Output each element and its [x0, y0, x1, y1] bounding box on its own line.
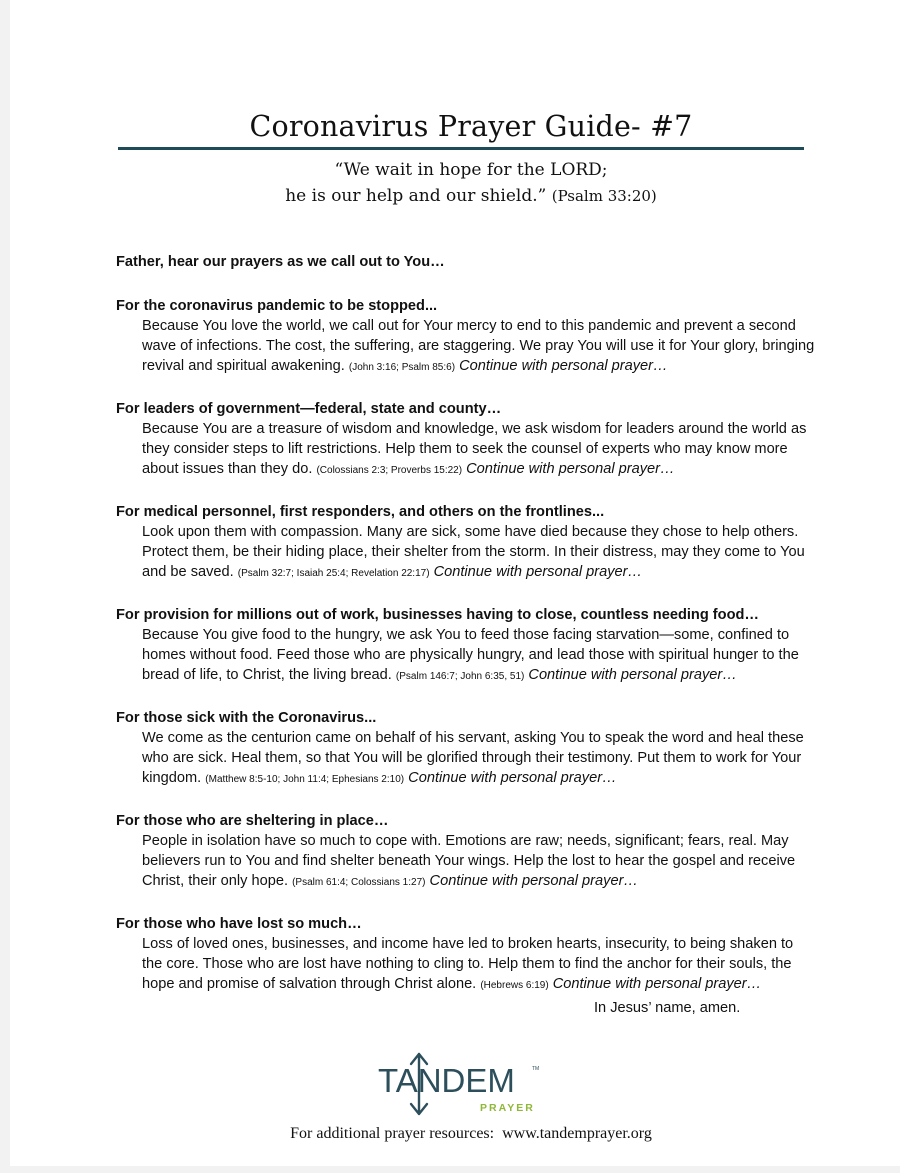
double-arrow-icon — [406, 1052, 432, 1118]
prayer-section — [116, 914, 816, 996]
section-body — [116, 419, 816, 481]
title-underline — [118, 147, 804, 150]
section-heading: For leaders of government—federal, state and county… — [116, 401, 502, 417]
section-text: Because You are a treasure of wisdom and knowledge, we ask wisdom for leaders around the world as they consider steps to lift restrictions. Help them to seek the counsel of experts who may know more about issues than they do. — [142, 421, 807, 477]
section-heading: For provision for millions out of work, businesses having to close, countless needing food… — [116, 607, 760, 623]
section-text: Look upon them with compassion. Many are sick, some have died because they chose to help others. Protect them, be their hiding place, their shelter from the storm. In their distress, may they come to You and be saved. — [142, 524, 805, 580]
verse-reference: (Psalm 33:20) — [551, 187, 657, 205]
prayer-section — [116, 399, 816, 481]
section-heading: For the coronavirus pandemic to be stopped... — [116, 298, 438, 314]
section-heading: For those sick with the Coronavirus... — [116, 710, 377, 726]
verse-line-2-text: he is our help and our shield.” — [285, 186, 547, 206]
continue-prompt: Continue with personal prayer… — [466, 461, 675, 477]
prayer-section — [116, 502, 816, 584]
section-heading: For medical personnel, first responders, and others on the frontlines... — [116, 504, 605, 520]
section-heading: For those who are sheltering in place… — [116, 813, 389, 829]
document-page — [10, 0, 900, 1166]
scripture-citation: (Hebrews 6:19) — [480, 980, 549, 991]
scripture-citation: (Psalm 61:4; Colossians 1:27) — [292, 877, 426, 888]
section-body — [116, 831, 816, 893]
prayer-content — [116, 252, 816, 1017]
scripture-citation: (Psalm 146:7; John 6:35, 51) — [395, 671, 525, 682]
scripture-citation: (Colossians 2:3; Proverbs 15:22) — [316, 465, 463, 476]
section-body — [116, 728, 816, 790]
section-body — [116, 934, 816, 996]
closing-amen: In Jesus’ name, amen. — [594, 1000, 741, 1016]
tandem-prayer-logo — [378, 1052, 548, 1118]
continue-prompt: Continue with personal prayer… — [433, 564, 643, 580]
prayer-section — [116, 811, 816, 893]
footer-label: For additional prayer resources: — [290, 1125, 495, 1142]
prayer-section — [116, 605, 816, 687]
continue-prompt: Continue with personal prayer… — [552, 976, 762, 992]
logo-subtitle: PRAYER — [480, 1102, 535, 1114]
section-text: People in isolation have so much to cope with. Emotions are raw; needs, significant; fears, real. May believers run to You and find shelter beneath Your wings. Help the lost to hear the gospel and receive Christ, their only hope. — [142, 833, 796, 889]
prayer-section — [116, 708, 816, 790]
continue-prompt: Continue with personal prayer… — [528, 667, 737, 683]
section-text: Loss of loved ones, businesses, and income have led to broken hearts, insecurity, to being shaken to the core. Those who are lost have nothing to cling to. Help them to find the anchor for their souls, the hope and promise of salvation through Christ alone. — [142, 936, 794, 992]
continue-prompt: Continue with personal prayer… — [408, 770, 617, 786]
section-text: Because You love the world, we call out for Your mercy to end to this pandemic and prevent a second wave of infections. The cost, the suffering, are staggering. We pray You will use it for Your glory, bringing revival and spiritual awakening. — [142, 318, 815, 374]
scripture-citation: (Matthew 8:5-10; John 11:4; Ephesians 2:10) — [205, 774, 405, 785]
logo-wordmark: TANDEM — [378, 1062, 515, 1099]
scripture-citation: (Psalm 32:7; Isaiah 25:4; Revelation 22:17) — [237, 568, 430, 579]
section-heading: For those who have lost so much… — [116, 916, 362, 932]
section-text: We come as the centurion came on behalf of his servant, asking You to speak the word and heal these who are sick. Heal them, so that You will be glorified through their testimony. Put them to work for Your kingdom. — [142, 730, 804, 786]
scripture-verse — [10, 157, 900, 209]
section-text: Because You give food to the hungry, we ask You to feed those facing starvation—some, confined to homes without food. Feed those who are physically hungry, and lead those with spiritual hunger to the bread of life, to Christ, the living bread. — [142, 627, 799, 683]
page-title: Coronavirus Prayer Guide- #7 — [249, 110, 693, 143]
scripture-citation: (John 3:16; Psalm 85:6) — [348, 362, 456, 373]
continue-prompt: Continue with personal prayer… — [459, 358, 668, 374]
section-body — [116, 625, 816, 687]
continue-prompt: Continue with personal prayer… — [429, 873, 639, 889]
footer-link[interactable]: www.tandemprayer.org — [502, 1125, 652, 1142]
verse-line-1: “We wait in hope for the LORD; — [334, 160, 608, 180]
trademark-mark: TM — [532, 1066, 540, 1072]
prayer-section — [116, 296, 816, 378]
section-body — [116, 522, 816, 584]
section-body — [116, 316, 816, 378]
intro-line: Father, hear our prayers as we call out to You… — [116, 254, 445, 270]
verse-line-2 — [10, 183, 900, 209]
footer-resources — [10, 1125, 900, 1143]
